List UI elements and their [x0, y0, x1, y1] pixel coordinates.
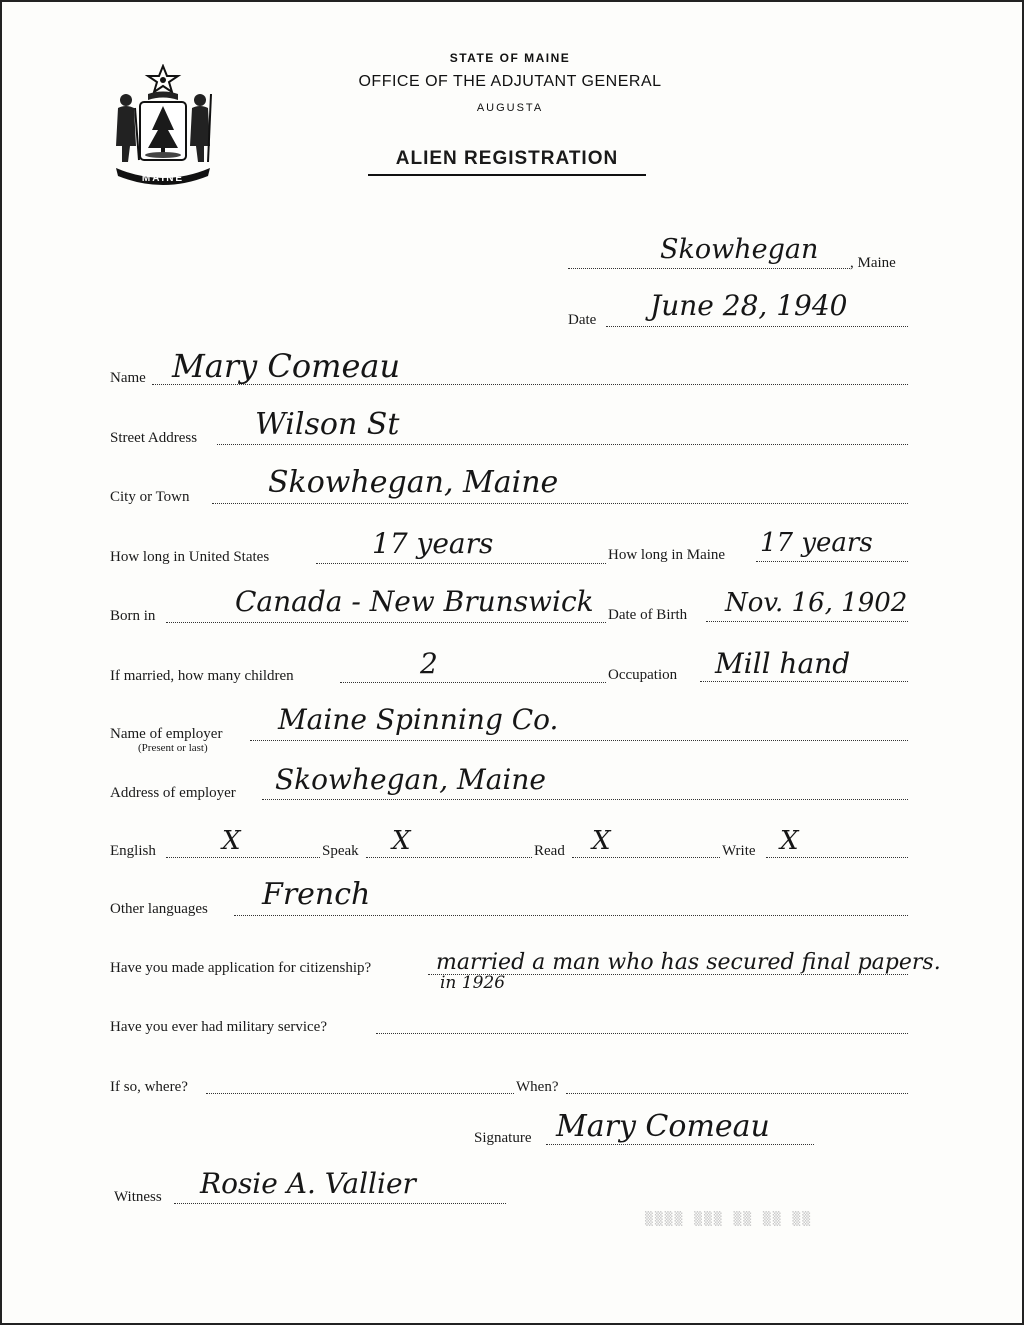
- military-line: [376, 1033, 908, 1034]
- when-label: When?: [516, 1079, 559, 1095]
- born-field[interactable]: Canada - New Brunswick: [235, 585, 594, 618]
- english-field[interactable]: X: [222, 826, 241, 856]
- speak-line: [366, 857, 532, 858]
- us-duration-line: [316, 563, 606, 564]
- other-languages-label: Other languages: [110, 901, 208, 917]
- witness-line: [174, 1203, 506, 1204]
- employer-label: Name of employer: [110, 726, 223, 742]
- maine-duration-label: How long in Maine: [608, 547, 726, 563]
- street-label: Street Address: [110, 430, 198, 446]
- occupation-field[interactable]: Mill hand: [715, 647, 851, 680]
- citizenship-field[interactable]: married a man who has secured final papers.: [436, 950, 941, 975]
- city-field[interactable]: Skowhegan, Maine: [268, 465, 559, 500]
- city-label: City or Town: [110, 489, 190, 505]
- when-line: [566, 1093, 908, 1094]
- maine-duration-field[interactable]: 17 years: [760, 528, 873, 558]
- read-field[interactable]: X: [592, 826, 611, 856]
- employer-address-label: Address of employer: [110, 785, 236, 801]
- employer-address-field[interactable]: Skowhegan, Maine: [275, 763, 546, 796]
- date-label: Date: [568, 312, 597, 328]
- signature-line: [546, 1144, 814, 1145]
- other-languages-line: [234, 915, 908, 916]
- signature-field[interactable]: Mary Comeau: [556, 1109, 770, 1144]
- other-languages-field[interactable]: French: [262, 877, 371, 912]
- town-field[interactable]: Skowhegan: [660, 234, 819, 265]
- english-label: English: [110, 843, 156, 859]
- employer-address-line: [262, 799, 908, 800]
- military-label: Have you ever had military service?: [110, 1019, 327, 1035]
- read-label: Read: [534, 843, 565, 859]
- speak-label: Speak: [322, 843, 359, 859]
- speak-field[interactable]: X: [392, 826, 411, 856]
- born-label: Born in: [110, 608, 156, 624]
- write-line: [766, 857, 908, 858]
- write-field[interactable]: X: [780, 826, 799, 856]
- occupation-label: Occupation: [608, 667, 678, 683]
- children-line: [340, 682, 606, 683]
- maine-state-seal: [108, 64, 218, 188]
- city-line: [212, 503, 908, 504]
- english-line: [166, 857, 320, 858]
- occupation-line: [700, 681, 908, 682]
- form-title: ALIEN REGISTRATION: [368, 148, 646, 176]
- read-line: [572, 857, 720, 858]
- faint-stamp-mark: ▒▒▒▒ ▒▒▒ ▒▒ ▒▒ ▒▒: [645, 1212, 813, 1227]
- name-field[interactable]: Mary Comeau: [172, 347, 401, 385]
- us-duration-label: How long in United States: [110, 549, 270, 565]
- name-label: Name: [110, 370, 146, 386]
- city-heading: AUGUSTA: [476, 102, 544, 114]
- where-label: If so, where?: [110, 1079, 188, 1095]
- us-duration-field[interactable]: 17 years: [372, 527, 494, 560]
- seal-motto: MAINE: [141, 173, 185, 184]
- state-heading: STATE OF MAINE: [449, 51, 571, 65]
- dob-field[interactable]: Nov. 16, 1902: [725, 588, 908, 618]
- date-line: [606, 326, 908, 327]
- street-line: [217, 444, 908, 445]
- maine-duration-line: [756, 561, 908, 562]
- children-label: If married, how many children: [110, 668, 294, 684]
- dob-line: [706, 621, 908, 622]
- date-field[interactable]: June 28, 1940: [650, 289, 848, 322]
- witness-label: Witness: [114, 1189, 162, 1205]
- employer-sublabel: (Present or last): [138, 742, 208, 754]
- witness-field[interactable]: Rosie A. Vallier: [200, 1167, 416, 1200]
- where-line: [206, 1093, 514, 1094]
- write-label: Write: [722, 843, 756, 859]
- employer-line: [250, 740, 908, 741]
- town-suffix: , Maine: [850, 255, 896, 271]
- born-line: [166, 622, 606, 623]
- citizenship-label: Have you made application for citizenship?: [110, 960, 372, 976]
- children-field[interactable]: 2: [420, 647, 438, 680]
- signature-label: Signature: [474, 1130, 532, 1146]
- town-line: [568, 268, 850, 269]
- employer-field[interactable]: Maine Spinning Co.: [278, 703, 559, 736]
- street-field[interactable]: Wilson St: [255, 407, 400, 442]
- citizenship-note: in 1926: [440, 973, 506, 993]
- office-heading: OFFICE OF THE ADJUTANT GENERAL: [358, 73, 662, 90]
- dob-label: Date of Birth: [608, 607, 688, 623]
